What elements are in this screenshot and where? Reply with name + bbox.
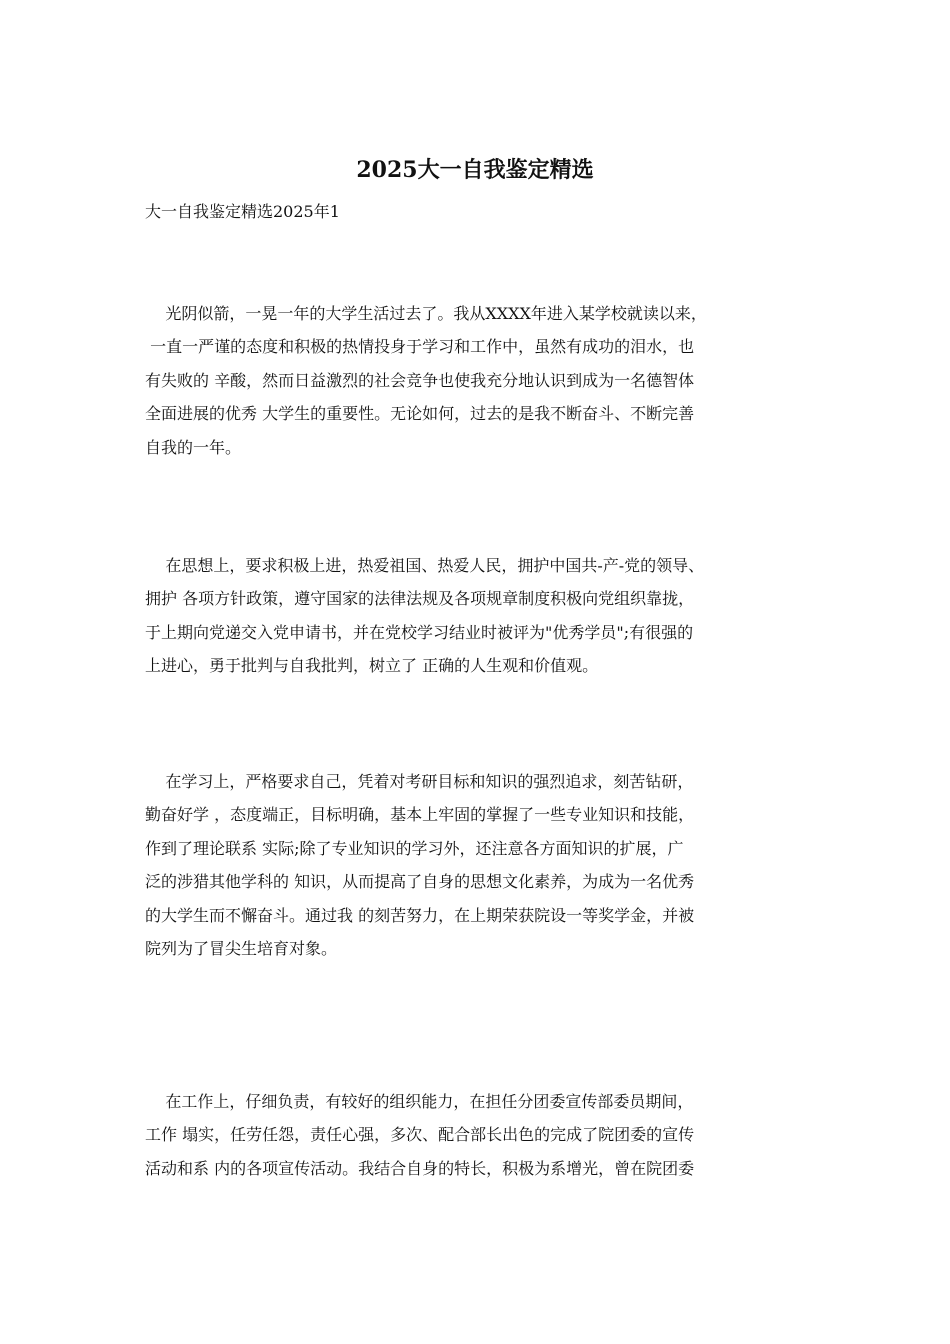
paragraph-3 [145, 765, 825, 965]
paragraph-line: 作到了理论联系 实际;除了专业知识的学习外，还注意各方面知识的扩展，广 [145, 838, 684, 858]
document-subtitle: 大一自我鉴定精选2025年1 [145, 202, 340, 221]
paragraph-line: 光阴似箭，一晃一年的大学生活过去了。我从XXXX年进入某学校就读以来， [145, 304, 707, 323]
paragraph-2 [145, 549, 825, 683]
paragraph-1 [145, 297, 825, 464]
paragraph-line: 一直一严谨的态度和积极的热情投身于学习和工作中，虽然有成功的泪水，也 [145, 337, 695, 357]
paragraph-line: 在工作上，仔细负责，有较好的组织能力，在担任分团委宣传部委员期间， [145, 1092, 694, 1111]
paragraph-line: 在学习上，严格要求自己，凭着对考研目标和知识的强烈追求，刻苦钻研， [145, 772, 694, 791]
paragraph-line: 拥护 各项方针政策，遵守国家的法律法规及各项规章制度积极向党组织靠拢， [145, 589, 695, 609]
paragraph-line: 全面进展的优秀 大学生的重要性。无论如何，过去的是我不断奋斗、不断完善 [145, 404, 695, 424]
paragraph-line: 工作 塌实，任劳任怨，责任心强，多次、配合部长出色的完成了院团委的宣传 [145, 1125, 695, 1145]
paragraph-line: 于上期向党递交入党申请书，并在党校学习结业时被评为"优秀学员";有很强的 [145, 622, 694, 642]
paragraph-line: 泛的涉猎其他学科的 知识，从而提高了自身的思想文化素养，为成为一名优秀 [145, 872, 695, 892]
paragraph-line: 院列为了冒尖生培育对象。 [145, 938, 338, 958]
paragraph-line: 活动和系 内的各项宣传活动。我结合自身的特长，积极为系增光，曾在院团委 [145, 1158, 695, 1178]
paragraph-line: 勤奋好学 ，态度端正，目标明确，基本上牢固的掌握了一些专业知识和技能， [145, 805, 695, 825]
paragraph-line: 上进心，勇于批判与自我批判，树立了 正确的人生观和价值观。 [145, 656, 599, 676]
paragraph-line: 在思想上，要求积极上进，热爱祖国、热爱人民，拥护中国共-产-党的领导、 [145, 556, 705, 575]
paragraph-4 [145, 1085, 825, 1185]
paragraph-line: 自我的一年。 [145, 437, 242, 457]
document-title: 2025大一自我鉴定精选 [356, 157, 594, 183]
paragraph-line: 有失败的 辛酸，然而日益激烈的社会竞争也使我充分地认识到成为一名德智体 [145, 370, 695, 390]
paragraph-line: 的大学生而不懈奋斗。通过我 的刻苦努力，在上期荣获院设一等奖学金，并被 [145, 905, 695, 925]
